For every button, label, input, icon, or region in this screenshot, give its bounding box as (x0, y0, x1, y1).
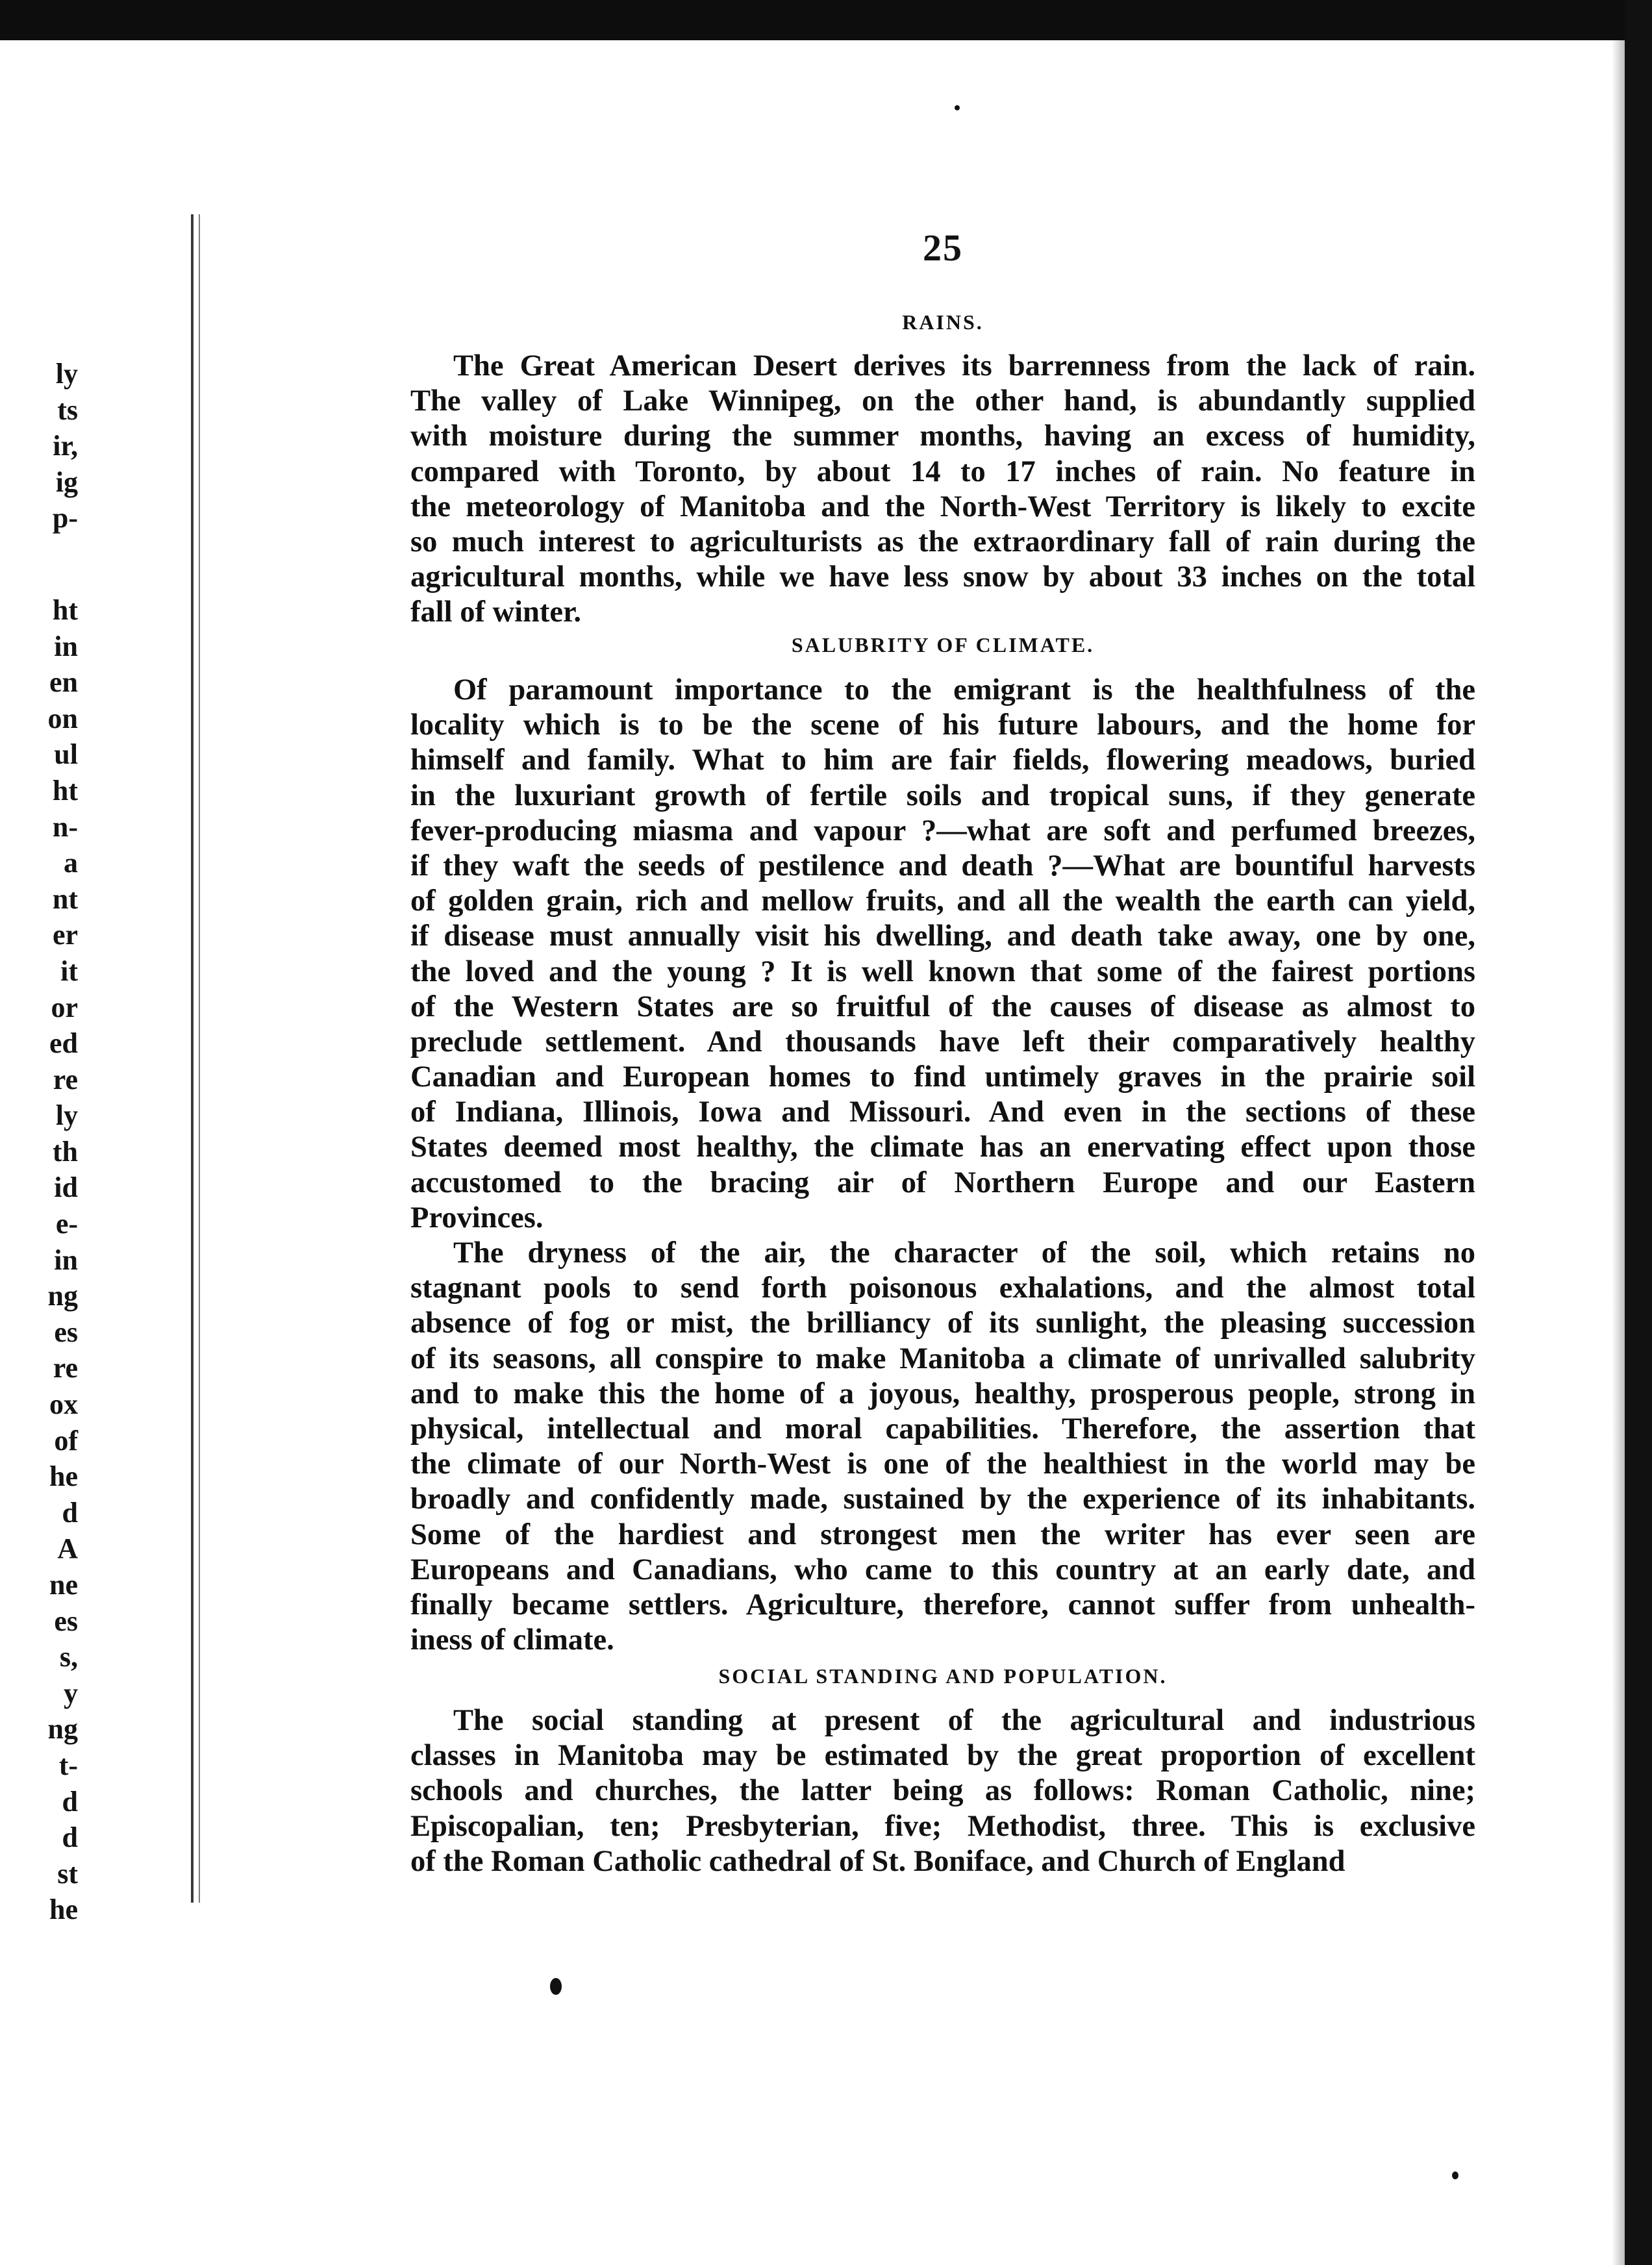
text-line: himself and family. What to him are fair fields, flowering meadows, buried (410, 744, 1475, 777)
fragment-text: re (53, 1063, 78, 1095)
text-line: of the Western States are so fruitful of the causes of disease as almost to (410, 990, 1475, 1023)
fragment-text: ly (55, 358, 78, 390)
binding-gutter-line (191, 214, 194, 1903)
fragment-text: er (52, 919, 78, 951)
text-line: in the luxuriant growth of fertile soils and tropical suns, if they generate (410, 779, 1475, 812)
text-line: Of paramount importance to the emigrant is the healthfulness of the (453, 673, 1475, 707)
paragraph-social-standing (410, 1703, 1475, 1879)
scan-top-border (0, 0, 1652, 40)
fragment-text: ng (47, 1713, 78, 1746)
fragment-text: A (57, 1533, 78, 1565)
fragment-gap (0, 536, 78, 592)
text-line: and to make this the home of a joyous, healthy, prosperous people, strong in (410, 1377, 1475, 1410)
fragment-text: th (52, 1135, 78, 1168)
fragment-text: ig (55, 466, 78, 498)
text-line: of the Roman Catholic cathedral of St. Boniface, and Church of England (410, 1844, 1345, 1878)
fragment-text: or (51, 991, 78, 1023)
fragment-text: on (47, 702, 78, 734)
text-line: Some of the hardiest and strongest men the writer has ever seen are (410, 1518, 1475, 1551)
scan-right-border (1625, 0, 1652, 2265)
section-heading-rains: RAINS. (902, 310, 984, 334)
text-line: locality which is to be the scene of his future labours, and the home for (410, 708, 1475, 742)
section-heading-social-standing: SOCIAL STANDING AND POPULATION. (718, 1664, 1168, 1688)
text-line: with moisture during the summer months, having an excess of humidity, (410, 419, 1475, 453)
text-line: iness of climate. (410, 1623, 614, 1657)
fragment-text: a (64, 847, 78, 879)
paragraph-salubrity-2 (410, 1236, 1475, 1658)
text-line: stagnant pools to send forth poisonous exhalations, and the almost total (410, 1271, 1475, 1305)
text-line: finally became settlers. Agriculture, therefore, cannot suffer from unhealth- (410, 1588, 1475, 1621)
fragment-text: ht (52, 594, 78, 626)
fragment-text: re (53, 1352, 78, 1384)
text-line: if they waft the seeds of pestilence and death ?—What are bountiful harvests (410, 849, 1475, 882)
fragment-text: ng (47, 1280, 78, 1312)
fragment-text: ly (55, 1099, 78, 1132)
fragment-text: ul (54, 738, 78, 771)
fragment-text: ts (57, 394, 78, 426)
fragment-text: en (49, 666, 78, 699)
text-line: The Great American Desert derives its barrenness from the lack of rain. (453, 349, 1475, 382)
ink-speck (1452, 2171, 1458, 2179)
text-line: classes in Manitoba may be estimated by the great proportion of excellent (410, 1739, 1475, 1773)
text-line: The dryness of the air, the character of the soil, which retains no (453, 1236, 1475, 1270)
fragment-text: ox (49, 1388, 78, 1421)
section-heading-salubrity: SALUBRITY OF CLIMATE. (791, 633, 1095, 657)
text-line: Episcopalian, ten; Presbyterian, five; Methodist, three. This is exclusive (410, 1809, 1475, 1843)
text-line: accustomed to the bracing air of Northern Europe and our Eastern (410, 1166, 1475, 1199)
fragment-text: e- (55, 1208, 78, 1240)
fragment-text: d (62, 1821, 78, 1854)
fragment-text: d (62, 1496, 78, 1529)
adjacent-page-fragments (0, 356, 78, 1928)
text-line: The social standing at present of the agricultural and industrious (453, 1704, 1475, 1737)
fragment-text: ed (49, 1027, 78, 1060)
text-line: of golden grain, rich and mellow fruits, and all the wealth the earth can yield, (410, 884, 1475, 918)
ink-speck (955, 105, 960, 110)
fragment-text: st (57, 1857, 78, 1890)
text-line: The valley of Lake Winnipeg, on the other hand, is abundantly supplied (410, 384, 1475, 418)
fragment-text: of (54, 1424, 78, 1457)
fragment-text: ht (52, 774, 78, 807)
paragraph-salubrity-1 (410, 673, 1475, 1236)
text-line: agricultural months, while we have less snow by about 33 inches on the total (410, 560, 1475, 594)
fragment-text: d (62, 1785, 78, 1818)
text-line: of Indiana, Illinois, Iowa and Missouri. And even in the sections of these (410, 1095, 1475, 1129)
paragraph-rains (410, 349, 1475, 631)
fragment-text: es (54, 1316, 78, 1348)
text-line: the loved and the young ? It is well known that some of the fairest portions (410, 955, 1475, 988)
text-line: Canadian and European homes to find untimely graves in the prairie soil (410, 1060, 1475, 1094)
ink-speck (550, 1978, 562, 1995)
text-line: if disease must annually visit his dwelling, and death take away, one by one, (410, 920, 1475, 953)
text-line: preclude settlement. And thousands have left their comparatively healthy (410, 1025, 1475, 1058)
fragment-text: ir, (53, 430, 78, 462)
fragment-text: es (54, 1605, 78, 1637)
fragment-text: t- (58, 1749, 78, 1781)
text-line: compared with Toronto, by about 14 to 17 inches of rain. No feature in (410, 455, 1475, 488)
text-line: fall of winter. (410, 595, 582, 629)
fragment-text: p- (52, 502, 78, 534)
page-number: 25 (923, 227, 963, 269)
fragment-text: he (49, 1460, 78, 1493)
fragment-text: id (54, 1171, 78, 1204)
text-line: Europeans and Canadians, who came to this country at an early date, and (410, 1553, 1475, 1586)
text-line: broadly and confidently made, sustained by the experience of its inhabitants. (410, 1483, 1475, 1516)
fragment-text: n- (52, 810, 78, 843)
text-line: schools and churches, the latter being as follows: Roman Catholic, nine; (410, 1774, 1475, 1808)
text-line: States deemed most healthy, the climate has an enervating effect upon those (410, 1131, 1475, 1164)
text-line: absence of fog or mist, the brilliancy of its sunlight, the pleasing succession (410, 1307, 1475, 1340)
fragment-text: in (54, 630, 78, 662)
text-line: Provinces. (410, 1201, 544, 1234)
fragment-text: y (64, 1677, 78, 1709)
text-line: the climate of our North-West is one of the healthiest in the world may be (410, 1447, 1475, 1481)
fragment-text: in (54, 1244, 78, 1276)
page-edge-shadow (1612, 40, 1625, 2265)
text-line: of its seasons, all conspire to make Manitoba a climate of unrivalled salubrity (410, 1342, 1475, 1375)
text-line: fever-producing miasma and vapour ?—what are soft and perfumed breezes, (410, 814, 1475, 847)
fragment-text: s, (59, 1641, 78, 1673)
fragment-text: ne (49, 1569, 78, 1601)
fragment-text: nt (52, 882, 78, 915)
fragment-text: he (49, 1894, 78, 1926)
text-line: so much interest to agriculturists as the extraordinary fall of rain during the (410, 525, 1475, 558)
text-line: the meteorology of Manitoba and the North-West Territory is likely to excite (410, 490, 1475, 523)
binding-gutter-line-secondary (199, 214, 200, 1903)
text-line: physical, intellectual and moral capabilities. Therefore, the assertion that (410, 1412, 1475, 1445)
fragment-text: it (60, 955, 78, 987)
